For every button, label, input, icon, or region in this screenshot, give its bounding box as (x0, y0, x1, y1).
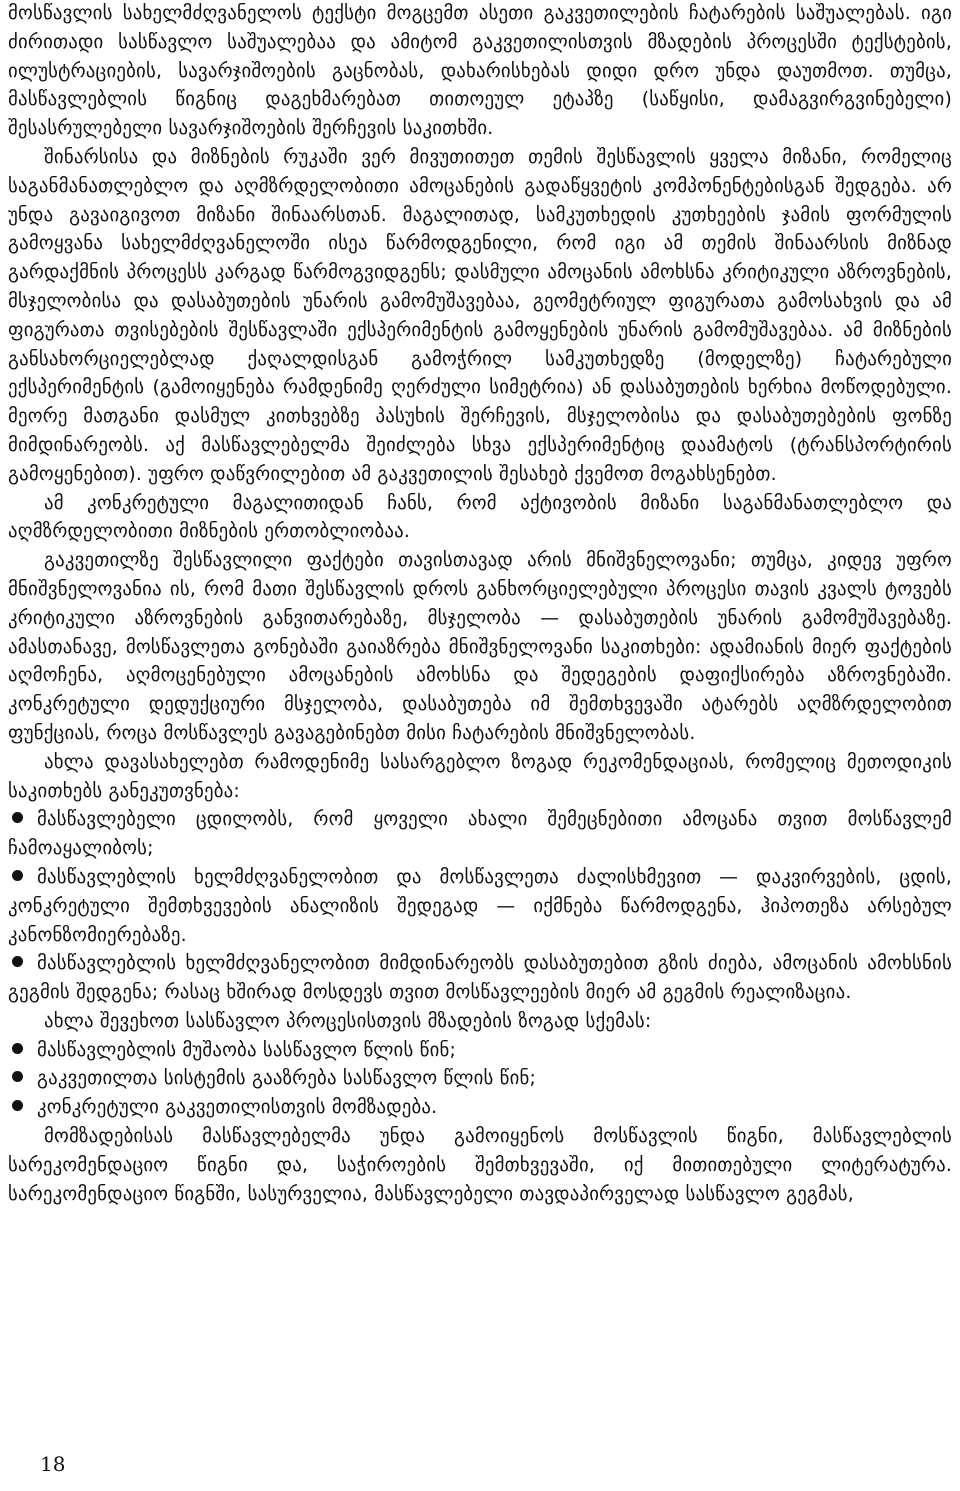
bullet-icon (12, 1071, 23, 1082)
list-item-text: მასწავლებლის ხელმძღვანელობით და მოსწავლეთა ძალისხმევით — დაკვირვების, ცდის, კონკრეტული შემთხვევების ანალიზის შედეგად — იქმნება წარმოდგენა, ჰიპოთეზა არსებულ კანონზომიერებაზე. (8, 866, 952, 946)
bullet-icon (12, 956, 23, 967)
list-item-text: გაკვეთილთა სისტემის გააზრება სასწავლო წლის წინ; (37, 1068, 537, 1090)
list-item (8, 1037, 952, 1066)
paragraph-textbook-lessons: მოსწავლის სახელმძღვანელოს ტექსტი მოგცემთ ასეთი გაკვეთილების ჩატარების საშუალებას. იგი ძირითადი სასწავლო საშუალებაა და ამიტომ გაკვეთილისთვის მზადების პროცესში ტექსტების, ილუსტრაციების, სავარჯიშოების გაცნობას, დახარისხებას დიდი დრო უნდა დაუთმოთ. თუმცა, მასწავლებლის წიგნიც დაგეხმარებათ თითოეულ ეტაპზე (საწყისი, დამაგვირგვინებელი) შესასრულებელი სავარჯიშოების შერჩევის საკითხში. (8, 3, 952, 140)
paragraph-goals-map: შინარსისა და მიზნების რუკაში ვერ მივუთითეთ თემის შესწავლის ყველა მიზანი, რომელიც საგანმანათლებლო და აღმზრდელობითი ამოცანების გადაწყვეტის კომპონენტებისგან შედგება. არ უნდა გავაიგივოთ მიზანი შინაარსთან. მაგალითად, სამკუთხედის კუთხეების ჯამის ფორმულის გამოყვანა სახელმძღვანელოში ისეა წარმოდგენილი, რომ იგი ამ თემის შინაარსის მიზნად გარდაქმნის პროცესს კარგად წარმოგვიდგენს; დასმული ამოცანის ამოხსნა კრიტიკული აზროვნების, მსჯელობისა და დასაბუთების უნარის გამომუშავებაა, გეომეტრიულ ფიგურათა გამოსახვის და ამ ფიგურათა თვისებების შესწავლაში ექსპერიმენტის გამოყენების უნარის გამომუშავებაა. ამ მიზნების განსახორციელებლად ქაღალდისგან გამოჭრილ სამკუთხედზე (მოდელზე) ჩატარებული ექსპერიმენტის (გამოიყენება რამდენიმე ღერძული სიმეტრია) ან დასაბუთების ხერხია მოწოდებული. მეორე მათგანი დასმულ კითხვებზე პასუხის შერჩევის, მსჯელობისა და დასაბუთებების ფონზე მიმდინარეობს. აქ მასწავლებელმა შეიძლება სხვა ექსპერიმენტიც დაამატოს (ტრანსპორტირის გამოყენებით). უფრო დაწვრილებით ამ გაკვეთილის შესახებ ქვემოთ მოგახსენებთ. (8, 146, 952, 485)
list-item (8, 1065, 952, 1094)
bullet-icon (12, 1043, 23, 1054)
paragraph-scheme-intro: ახლა შევეხოთ სასწავლო პროცესისთვის მზადების ზოგად სქემას: (44, 1010, 652, 1032)
list-item-text: მასწავლებლის ხელმძღვანელობით მიმდინარეობს დასაბუთებით გზის ძიება, ამოცანის ამოხსნის გეგმის შედგენა; რასაც ხშირად მოსდევს თვით მოსწავლეების მიერ ამ გეგმის რეალიზაცია. (8, 953, 952, 1004)
scheme-list (8, 1037, 952, 1123)
list-item-text: მასწავლებლის მუშაობა სასწავლო წლის წინ; (37, 1039, 457, 1061)
bullet-icon (12, 870, 23, 881)
page-number: 18 (40, 1452, 66, 1476)
list-item (8, 864, 952, 950)
recommendations-list (8, 806, 952, 1008)
bullet-icon (12, 812, 23, 823)
list-item (8, 1094, 952, 1123)
paragraph-recommendations-intro: ახლა დავასახელებთ რამოდენიმე სასარგებლო ზოგად რეკომენდაციას, რომელიც მეთოდიკის საკითხებს განეკუთვნება: (8, 751, 952, 802)
body-text (8, 0, 952, 1209)
paragraph-activity-goal: ამ კონკრეტული მაგალითიდან ჩანს, რომ აქტივობის მიზანი საგანმანათლებლო და აღმზრდელობითი მიზნების ერთობლიობაა. (8, 492, 952, 543)
bullet-icon (12, 1100, 23, 1111)
paragraph-closing: მომზადებისას მასწავლებელმა უნდა გამოიყენოს მოსწავლის წიგნი, მასწავლებლის სარეკომენდაციო წიგნი და, საჭიროების შემთხვევაში, იქ მითითებული ლიტერატურა. სარეკომენდაციო წიგნში, სასურველია, მასწავლებელი თავდაპირველად სასწავლო გეგმას, (8, 1126, 952, 1205)
paragraph-facts-importance: გაკვეთილზე შესწავლილი ფაქტები თავისთავად არის მნიშვნელოვანი; თუმცა, კიდევ უფრო მნიშვნელოვანია ის, რომ მათი შესწავლის დროს განხორციელებული პროცესი თავის კვალს ტოვებს კრიტიკული აზროვნების განვითარებაზე, მსჯელობა — დასაბუთების უნარის გამომუშავებაზე. ამასთანავე, მოსწავლეთა გონებაში გაიაზრება მნიშვნელოვანი საკითხები: ადამიანის მიერ ფაქტების აღმოჩენა, აღმოცენებული ამოცანების ამოხსნა და შედეგების დაფიქსირება აზროვნებაში. კონკრეტული დედუქციური მსჯელობა, დასაბუთება იმ შემთხვევაში ატარებს აღმზრდელობით ფუნქციას, როცა მოსწავლეს გავაგებინებთ მისი ჩატარების მნიშვნელობას. (8, 550, 952, 744)
list-item-text: კონკრეტული გაკვეთილისთვის მომზადება. (37, 1097, 438, 1119)
list-item (8, 950, 952, 1008)
list-item-text: მასწავლებელი ცდილობს, რომ ყოველი ახალი შემეცნებითი ამოცანა თვით მოსწავლემ ჩამოაყალიბოს; (8, 809, 952, 860)
list-item (8, 806, 952, 864)
